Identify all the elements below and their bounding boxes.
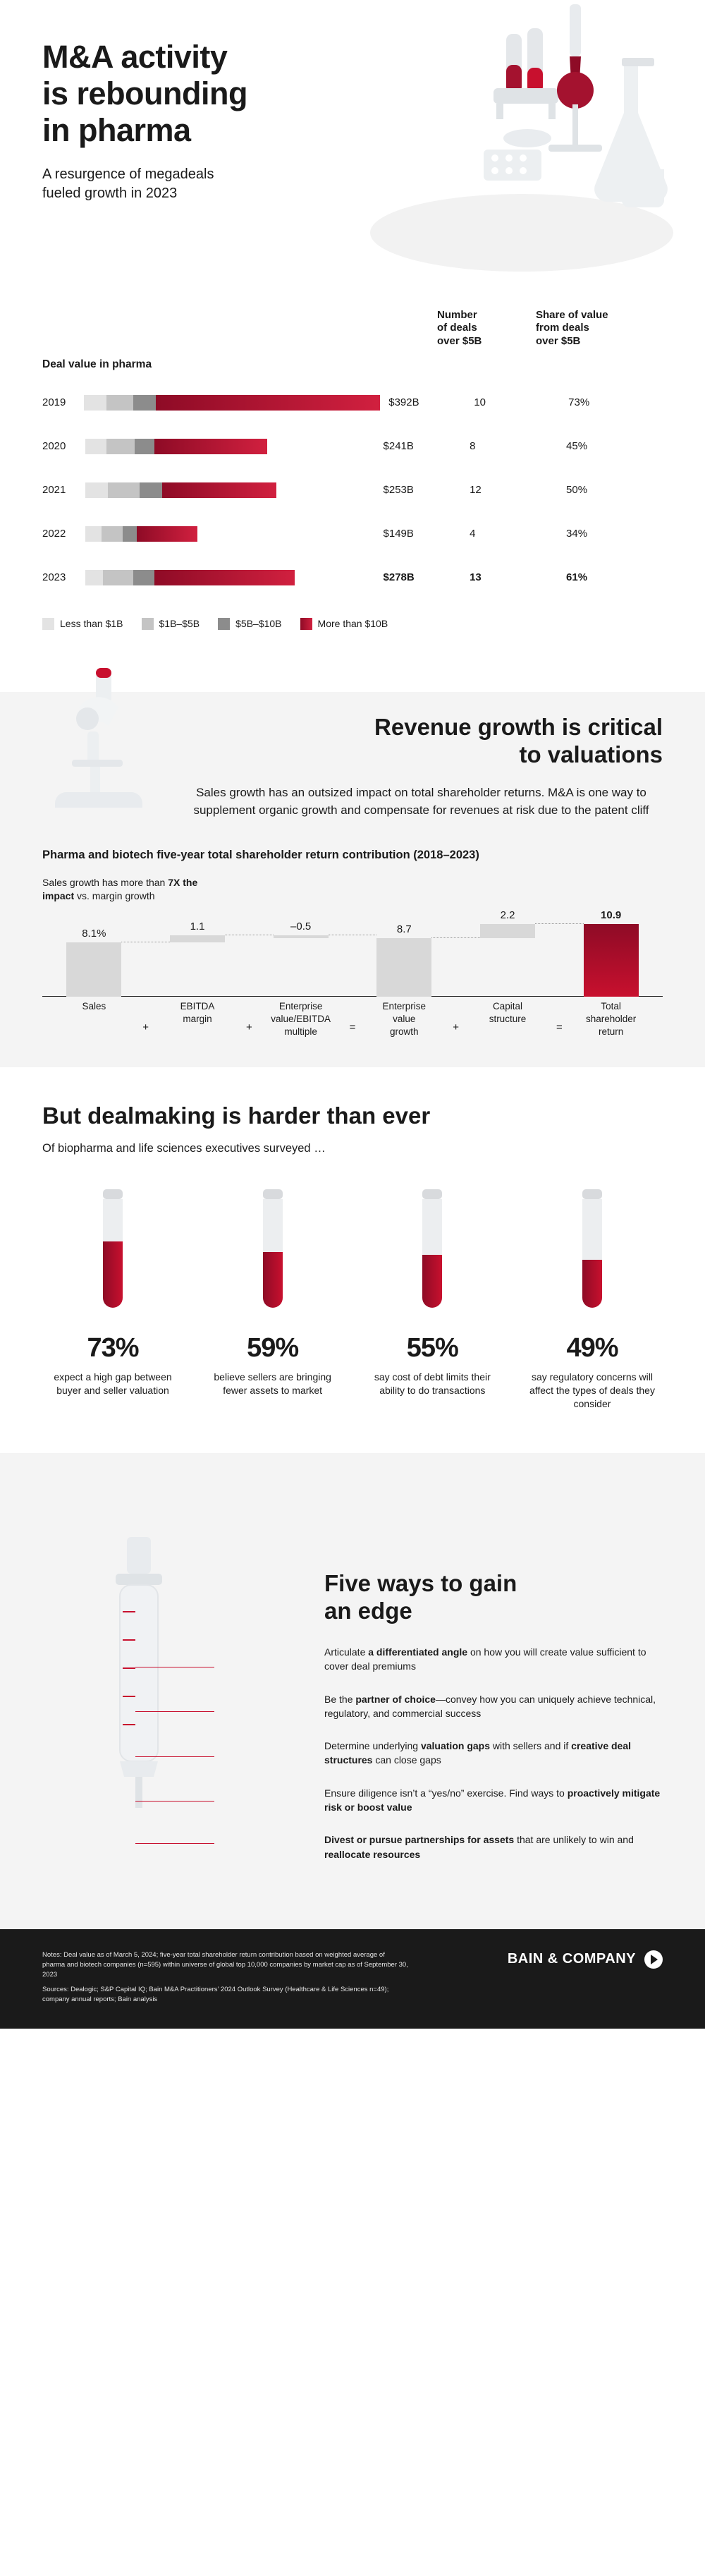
bar-segment: [108, 482, 140, 498]
section-five-ways: [0, 1453, 705, 1929]
syringe-illustration: [42, 1534, 324, 1816]
deal-value-label: Deal value in pharma: [42, 358, 152, 370]
row-bar: [85, 439, 375, 454]
page-subtitle: A resurgence of megadeals fueled growth in 2023: [42, 166, 214, 201]
list-item: Articulate a differentiated angle on how you will create value sufficient to cover deal premiums: [324, 1646, 646, 1672]
waterfall-value-label: 8.1%: [82, 928, 106, 940]
row-share-over-5b: 50%: [566, 484, 588, 497]
section3-subtitle: Of biopharma and life sciences executives surveyed …: [42, 1142, 326, 1155]
bar-segment: [154, 570, 295, 585]
row-total-value: $392B: [388, 396, 419, 409]
deal-table-column-headers: [42, 309, 663, 353]
connector-line-3: [135, 1756, 214, 1758]
section2-heading: Revenue growth is critical to valuations: [374, 713, 663, 768]
legend-item: [142, 618, 200, 630]
legend-swatch: [300, 618, 312, 630]
row-bar: [84, 395, 380, 411]
stat-value: 73%: [87, 1333, 139, 1363]
waterfall-value-label: 2.2: [500, 909, 515, 921]
notes-text: Notes: Deal value as of March 5, 2024; five-year total shareholder return contribution based on weighted average of pharma and biotech companies (n=595) within universe of global top 10,000 companies by market cap as of September 30, 2023: [42, 1950, 408, 1979]
connector-line-1: [135, 1667, 214, 1668]
deal-value-rows: [42, 381, 663, 600]
section4-heading: Five ways to gain an edge: [324, 1569, 517, 1624]
stat-value: 59%: [247, 1333, 299, 1363]
waterfall-connector: [431, 937, 480, 938]
microscope-illustration: [35, 664, 197, 840]
connector-line-4: [135, 1801, 214, 1802]
legend-label: More than $10B: [317, 618, 388, 630]
row-deals-over-5b: 10: [474, 396, 486, 409]
bain-play-icon: [644, 1950, 663, 1969]
stat-description: say regulatory concerns will affect the types of deals they consider: [529, 1371, 655, 1409]
bar-segment: [85, 439, 106, 454]
list-item: [362, 1189, 503, 1411]
row-year: 2019: [42, 396, 66, 409]
lab-glassware-illustration: [345, 0, 677, 296]
waterfall-category-label: Enterprise value growth: [382, 1001, 427, 1037]
list-item: Be the partner of choice—convey how you can uniquely achieve technical, regulatory, and commercial success: [324, 1693, 656, 1719]
row-deals-over-5b: 4: [470, 528, 476, 540]
footer-notes: [42, 1950, 409, 2005]
bar-segment: [102, 526, 123, 542]
bar-segment: [85, 482, 108, 498]
table-row: [42, 556, 663, 600]
waterfall-category-label: Capital structure: [489, 1001, 527, 1024]
row-total-value: $149B: [383, 528, 414, 540]
table-row: [42, 512, 663, 556]
waterfall-bar: [584, 924, 639, 997]
footer: [0, 1929, 705, 2029]
col-head-deals-over-5b: Number of deals over $5B: [437, 308, 482, 348]
row-share-over-5b: 61%: [566, 571, 588, 584]
waterfall-operator: =: [349, 1021, 356, 1034]
list-item: [42, 1189, 183, 1411]
bar-segment: [84, 395, 106, 411]
bar-segment: [133, 395, 156, 411]
connector-line-5: [135, 1843, 214, 1845]
row-deals-over-5b: 13: [470, 571, 482, 584]
list-item: Divest or pursue partnerships for assets that are unlikely to win and reallocate resources: [324, 1834, 634, 1860]
bar-segment: [135, 439, 154, 454]
row-total-value: $278B: [383, 571, 415, 584]
bar-segment: [140, 482, 162, 498]
legend-label: Less than $1B: [60, 618, 123, 630]
legend-item: [218, 618, 281, 630]
test-tube-chart: [42, 1189, 663, 1411]
bar-segment: [103, 570, 133, 585]
sources-text: Sources: Dealogic; S&P Capital IQ; Bain M&A Practitioners’ 2024 Outlook Survey (Healthcare & Life Sciences n=49); company annual reports; Bain analysis: [42, 1985, 389, 2003]
waterfall-operator: +: [142, 1021, 149, 1034]
waterfall-bar: [480, 924, 535, 939]
legend-swatch: [142, 618, 154, 630]
stat-description: expect a high gap between buyer and seller valuation: [54, 1371, 172, 1396]
row-bar: [85, 526, 375, 542]
row-share-over-5b: 73%: [568, 396, 590, 409]
row-bar: [85, 570, 375, 585]
waterfall-value-label: 8.7: [396, 923, 412, 936]
table-row: [42, 381, 663, 425]
bain-logo: [508, 1950, 663, 1969]
legend-swatch: [42, 618, 54, 630]
list-item: Ensure diligence isn’t a “yes/no” exercise. Find ways to proactively mitigate risk or boost value: [324, 1787, 661, 1813]
page-title: M&A activity is rebounding in pharma: [42, 39, 247, 149]
connector-line-2: [135, 1711, 214, 1713]
waterfall-operator: +: [245, 1021, 252, 1034]
section2-subtitle: Sales growth has an outsized impact on total shareholder returns. M&A is one way to supplement organic growth and compensate for revenues at risk due to the patent cliff: [193, 786, 649, 817]
waterfall-annotation: Sales growth has more than 7X the impact vs. margin growth: [42, 877, 198, 902]
waterfall-category-label: Enterprise value/EBITDA multiple: [271, 1001, 331, 1037]
brand-text: BAIN & COMPANY: [507, 1951, 636, 1967]
row-share-over-5b: 34%: [566, 528, 588, 540]
waterfall-bar: [376, 938, 431, 997]
waterfall-bar: [66, 942, 121, 997]
section-revenue-growth: [0, 664, 705, 1067]
bar-segment: [106, 439, 135, 454]
row-year: 2022: [42, 528, 66, 540]
bar-segment: [85, 570, 104, 585]
waterfall-baseline: [42, 996, 663, 997]
waterfall-value-label: –0.5: [290, 920, 312, 932]
legend-swatch: [218, 618, 230, 630]
legend-label: $5B–$10B: [235, 618, 282, 630]
list-item: [522, 1189, 663, 1411]
syringe-column: [42, 1506, 324, 1880]
legend-item: [300, 618, 388, 630]
list-item: [202, 1189, 343, 1411]
row-deals-over-5b: 8: [470, 440, 476, 453]
bar-segment: [154, 439, 267, 454]
waterfall-operator: +: [453, 1021, 460, 1034]
row-year: 2020: [42, 440, 66, 453]
stat-description: say cost of debt limits their ability to do transactions: [374, 1371, 491, 1396]
test-tube-icon: [253, 1189, 293, 1320]
bar-segment: [123, 526, 136, 542]
test-tube-icon: [93, 1189, 133, 1320]
section-dealmaking-harder: [0, 1067, 705, 1453]
waterfall-category-label: Total shareholder return: [585, 1001, 637, 1037]
waterfall-category-label: Sales: [82, 1001, 106, 1012]
waterfall-bar: [274, 935, 329, 939]
deal-chart-legend: [42, 618, 663, 630]
stat-description: believe sellers are bringing fewer assets to market: [214, 1371, 331, 1396]
waterfall-value-label: 1.1: [190, 920, 205, 932]
row-bar: [85, 482, 375, 498]
table-row: [42, 425, 663, 468]
row-total-value: $253B: [383, 484, 414, 497]
stat-value: 49%: [566, 1333, 618, 1363]
test-tube-icon: [412, 1189, 452, 1320]
bar-segment: [162, 482, 276, 498]
legend-label: $1B–$5B: [159, 618, 200, 630]
edge-items: [324, 1645, 663, 1861]
bar-segment: [85, 526, 102, 542]
col-head-share-over-5b: Share of value from deals over $5B: [536, 308, 608, 348]
table-row: [42, 468, 663, 512]
bar-segment: [156, 395, 380, 411]
bar-segment: [133, 570, 154, 585]
list-item: Determine underlying valuation gaps with sellers and if creative deal structures can close gaps: [324, 1740, 632, 1766]
waterfall-connector: [535, 923, 584, 924]
row-deals-over-5b: 12: [470, 484, 482, 497]
bar-segment: [106, 395, 133, 411]
waterfall-bar: [170, 935, 225, 942]
waterfall-operator: =: [556, 1021, 563, 1034]
waterfall-value-label: 10.9: [601, 909, 622, 921]
row-total-value: $241B: [383, 440, 414, 453]
row-year: 2023: [42, 571, 66, 584]
waterfall-chart: [42, 887, 663, 1037]
section3-heading: But dealmaking is harder than ever: [42, 1102, 431, 1129]
waterfall-category-label: EBITDA margin: [180, 1001, 215, 1024]
row-share-over-5b: 45%: [566, 440, 588, 453]
row-year: 2021: [42, 484, 66, 497]
section-ma-activity: [0, 0, 705, 630]
test-tube-icon: [572, 1189, 612, 1320]
bar-segment: [137, 526, 198, 542]
legend-item: [42, 618, 123, 630]
five-ways-list: [324, 1506, 663, 1880]
stat-value: 55%: [406, 1333, 458, 1363]
waterfall-chart-title: Pharma and biotech five-year total shareholder return contribution (2018–2023): [42, 849, 479, 862]
